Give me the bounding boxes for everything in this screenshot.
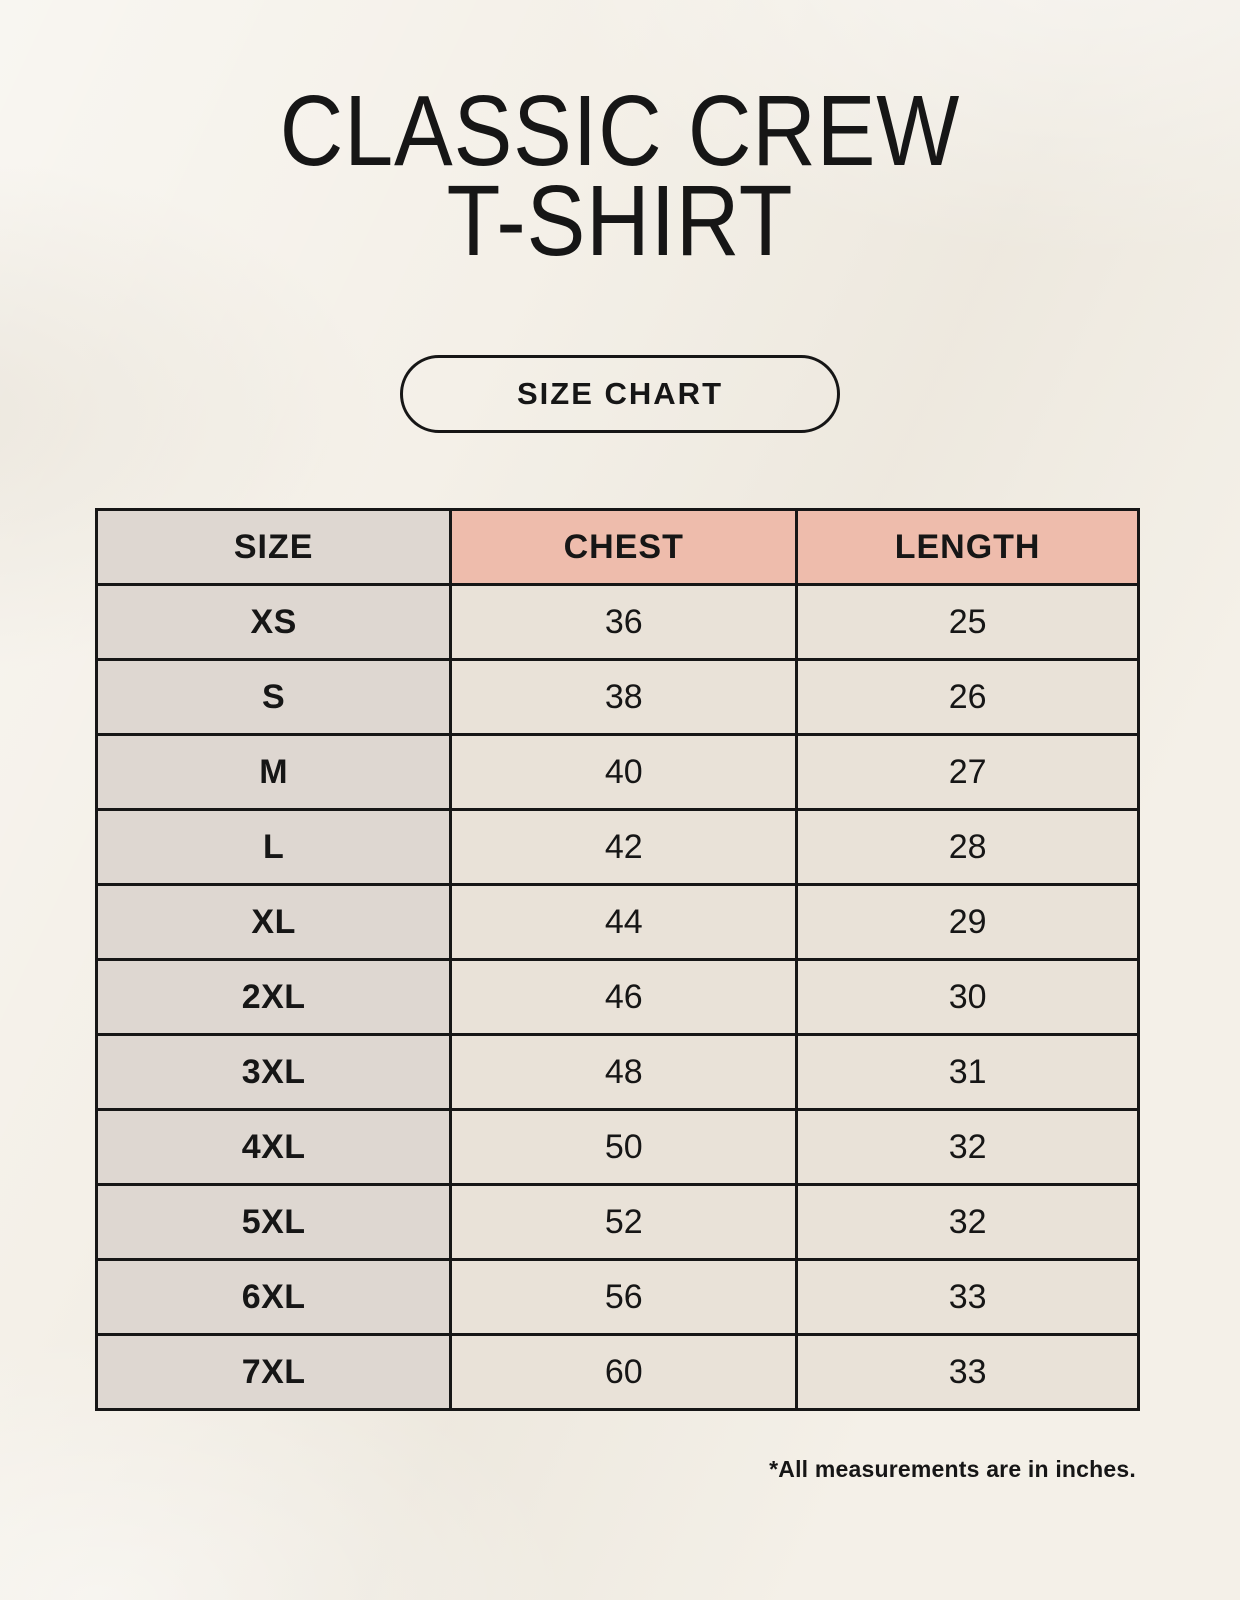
length-cell: 27 xyxy=(797,735,1139,810)
size-cell: M xyxy=(97,735,451,810)
table-row xyxy=(97,1335,1139,1410)
size-cell: XS xyxy=(97,585,451,660)
chest-cell: 52 xyxy=(451,1185,797,1260)
chest-cell: 46 xyxy=(451,960,797,1035)
table-row xyxy=(97,735,1139,810)
title-line-1: CLASSIC CREW xyxy=(279,75,961,187)
length-cell: 29 xyxy=(797,885,1139,960)
page-title xyxy=(0,75,1240,277)
length-cell: 26 xyxy=(797,660,1139,735)
chest-cell: 40 xyxy=(451,735,797,810)
size-cell: 3XL xyxy=(97,1035,451,1110)
size-chart-table xyxy=(95,508,1140,1411)
size-chart-badge xyxy=(400,355,840,433)
length-cell: 33 xyxy=(797,1260,1139,1335)
table-row xyxy=(97,1260,1139,1335)
size-cell: XL xyxy=(97,885,451,960)
table-row xyxy=(97,1110,1139,1185)
size-cell: S xyxy=(97,660,451,735)
length-cell: 28 xyxy=(797,810,1139,885)
size-table-body xyxy=(97,585,1139,1410)
size-cell: 6XL xyxy=(97,1260,451,1335)
measurements-note: *All measurements are in inches. xyxy=(769,1456,1136,1482)
chest-cell: 38 xyxy=(451,660,797,735)
size-cell: 5XL xyxy=(97,1185,451,1260)
table-header-row xyxy=(97,510,1139,585)
header-cell-size: SIZE xyxy=(97,510,451,585)
table-row xyxy=(97,810,1139,885)
chest-cell: 50 xyxy=(451,1110,797,1185)
size-cell: 7XL xyxy=(97,1335,451,1410)
length-cell: 31 xyxy=(797,1035,1139,1110)
chest-cell: 36 xyxy=(451,585,797,660)
length-cell: 33 xyxy=(797,1335,1139,1410)
chest-cell: 56 xyxy=(451,1260,797,1335)
size-cell: 4XL xyxy=(97,1110,451,1185)
table-row xyxy=(97,885,1139,960)
length-cell: 30 xyxy=(797,960,1139,1035)
table-row xyxy=(97,585,1139,660)
chest-cell: 44 xyxy=(451,885,797,960)
chest-cell: 48 xyxy=(451,1035,797,1110)
length-cell: 25 xyxy=(797,585,1139,660)
title-line-2: T-SHIRT xyxy=(446,165,794,277)
header-cell-length: LENGTH xyxy=(797,510,1139,585)
table-row xyxy=(97,1035,1139,1110)
length-cell: 32 xyxy=(797,1110,1139,1185)
size-chart-badge-label: SIZE CHART xyxy=(517,376,723,411)
chest-cell: 42 xyxy=(451,810,797,885)
table-row xyxy=(97,660,1139,735)
table-row xyxy=(97,1185,1139,1260)
chest-cell: 60 xyxy=(451,1335,797,1410)
length-cell: 32 xyxy=(797,1185,1139,1260)
header-cell-chest: CHEST xyxy=(451,510,797,585)
size-cell: 2XL xyxy=(97,960,451,1035)
size-cell: L xyxy=(97,810,451,885)
table-row xyxy=(97,960,1139,1035)
